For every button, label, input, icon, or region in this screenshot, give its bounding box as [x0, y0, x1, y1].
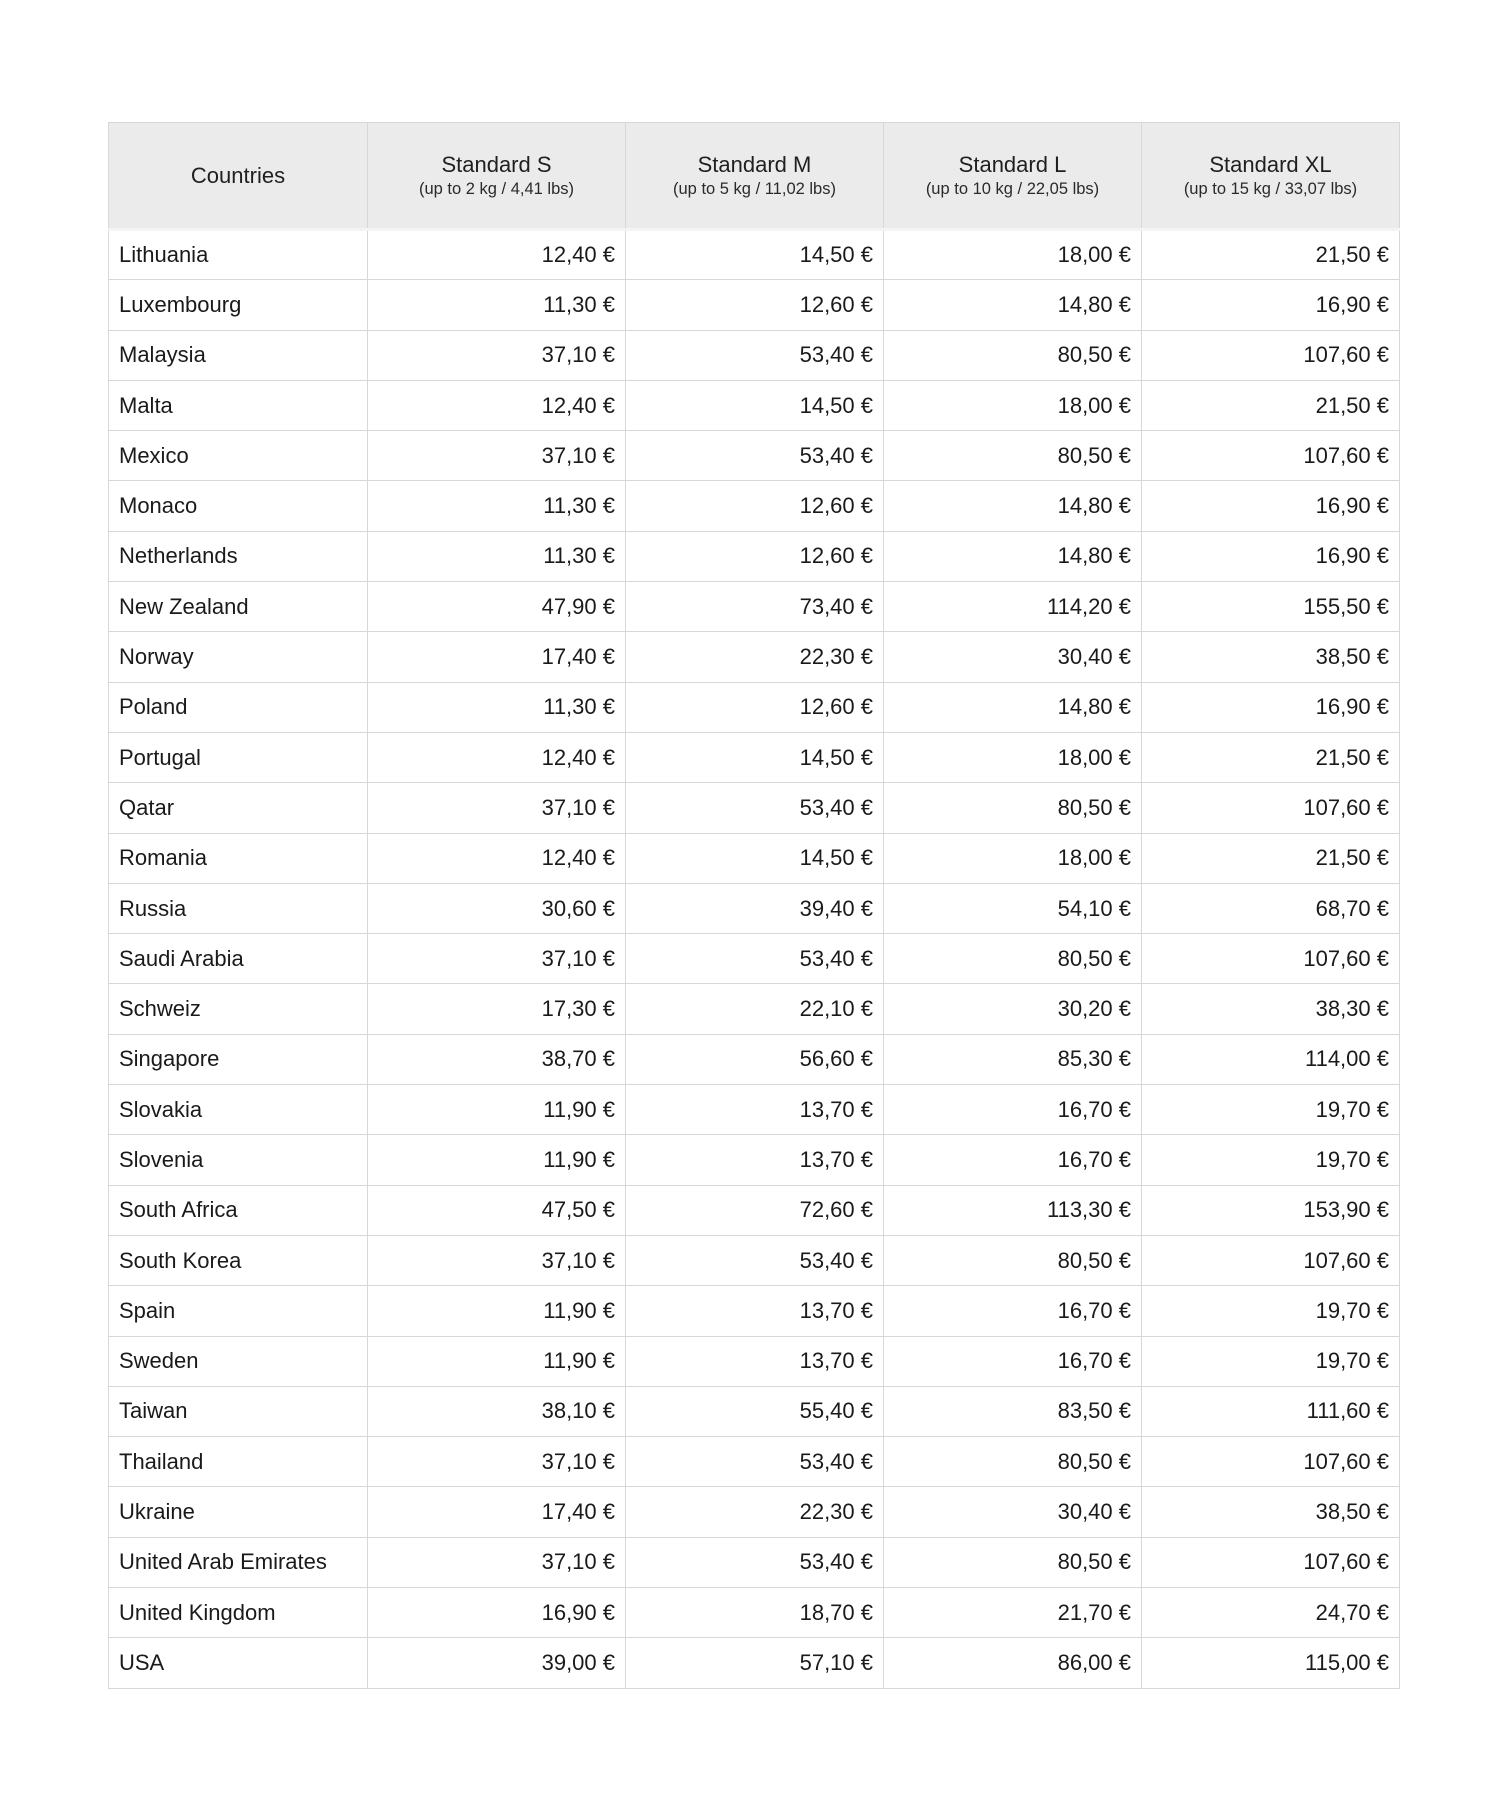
- table-row: [109, 330, 1400, 380]
- price-cell-standard-s: 30,60 €: [368, 883, 626, 933]
- price-cell-standard-s: 16,90 €: [368, 1588, 626, 1638]
- price-cell-standard-s: 11,90 €: [368, 1336, 626, 1386]
- price-cell-standard-s: 37,10 €: [368, 1235, 626, 1285]
- header-standard-s: [368, 123, 626, 230]
- price-cell-standard-s: 37,10 €: [368, 1437, 626, 1487]
- header-standard-m: [626, 123, 884, 230]
- header-standard-m-weight: (up to 5 kg / 11,02 lbs): [673, 179, 836, 198]
- table-row: [109, 1034, 1400, 1084]
- price-cell-standard-l: 18,00 €: [884, 833, 1142, 883]
- price-cell-standard-l: 80,50 €: [884, 1437, 1142, 1487]
- price-cell-standard-l: 16,70 €: [884, 1336, 1142, 1386]
- country-cell: New Zealand: [109, 582, 368, 632]
- price-cell-standard-s: 37,10 €: [368, 934, 626, 984]
- price-cell-standard-xl: 19,70 €: [1142, 1085, 1400, 1135]
- price-cell-standard-l: 16,70 €: [884, 1085, 1142, 1135]
- table-row: [109, 1336, 1400, 1386]
- header-standard-s-weight: (up to 2 kg / 4,41 lbs): [418, 179, 574, 198]
- price-cell-standard-s: 39,00 €: [368, 1638, 626, 1688]
- price-cell-standard-xl: 24,70 €: [1142, 1588, 1400, 1638]
- table-row: [109, 833, 1400, 883]
- header-standard-m-label: Standard M: [697, 151, 812, 177]
- price-cell-standard-xl: 107,60 €: [1142, 1437, 1400, 1487]
- price-cell-standard-xl: 19,70 €: [1142, 1286, 1400, 1336]
- table-row: [109, 1638, 1400, 1688]
- country-cell: Singapore: [109, 1034, 368, 1084]
- country-cell: Ukraine: [109, 1487, 368, 1537]
- price-cell-standard-s: 37,10 €: [368, 783, 626, 833]
- table-row: [109, 431, 1400, 481]
- header-countries-label: Countries: [190, 162, 286, 188]
- price-cell-standard-xl: 16,90 €: [1142, 280, 1400, 330]
- price-cell-standard-l: 80,50 €: [884, 1235, 1142, 1285]
- price-cell-standard-s: 12,40 €: [368, 230, 626, 280]
- country-cell: Mexico: [109, 431, 368, 481]
- price-cell-standard-xl: 16,90 €: [1142, 481, 1400, 531]
- price-cell-standard-xl: 21,50 €: [1142, 833, 1400, 883]
- price-cell-standard-s: 11,90 €: [368, 1286, 626, 1336]
- table-header: [109, 123, 1400, 230]
- price-cell-standard-l: 14,80 €: [884, 481, 1142, 531]
- country-cell: USA: [109, 1638, 368, 1688]
- price-cell-standard-xl: 19,70 €: [1142, 1135, 1400, 1185]
- price-cell-standard-s: 37,10 €: [368, 431, 626, 481]
- country-cell: Thailand: [109, 1437, 368, 1487]
- country-cell: Taiwan: [109, 1386, 368, 1436]
- price-cell-standard-m: 56,60 €: [626, 1034, 884, 1084]
- price-cell-standard-xl: 115,00 €: [1142, 1638, 1400, 1688]
- price-cell-standard-m: 22,10 €: [626, 984, 884, 1034]
- country-cell: Poland: [109, 682, 368, 732]
- header-standard-xl-label: Standard XL: [1209, 151, 1332, 177]
- country-cell: United Kingdom: [109, 1588, 368, 1638]
- price-cell-standard-m: 72,60 €: [626, 1185, 884, 1235]
- price-cell-standard-l: 30,40 €: [884, 1487, 1142, 1537]
- price-cell-standard-xl: 68,70 €: [1142, 883, 1400, 933]
- price-cell-standard-m: 13,70 €: [626, 1286, 884, 1336]
- price-cell-standard-xl: 107,60 €: [1142, 1235, 1400, 1285]
- country-cell: South Africa: [109, 1185, 368, 1235]
- country-cell: Portugal: [109, 732, 368, 782]
- header-standard-xl-weight: (up to 15 kg / 33,07 lbs): [1183, 179, 1358, 198]
- price-cell-standard-l: 80,50 €: [884, 934, 1142, 984]
- price-cell-standard-s: 37,10 €: [368, 1537, 626, 1587]
- header-standard-s-label: Standard S: [441, 151, 552, 177]
- price-cell-standard-m: 14,50 €: [626, 230, 884, 280]
- price-cell-standard-xl: 114,00 €: [1142, 1034, 1400, 1084]
- price-cell-standard-l: 114,20 €: [884, 582, 1142, 632]
- price-cell-standard-m: 57,10 €: [626, 1638, 884, 1688]
- price-cell-standard-s: 17,40 €: [368, 1487, 626, 1537]
- price-cell-standard-m: 13,70 €: [626, 1336, 884, 1386]
- table-row: [109, 1537, 1400, 1587]
- price-cell-standard-xl: 38,50 €: [1142, 632, 1400, 682]
- country-cell: South Korea: [109, 1235, 368, 1285]
- table-row: [109, 632, 1400, 682]
- price-cell-standard-s: 11,90 €: [368, 1085, 626, 1135]
- country-cell: Spain: [109, 1286, 368, 1336]
- table-row: [109, 1286, 1400, 1336]
- price-cell-standard-l: 18,00 €: [884, 380, 1142, 430]
- price-cell-standard-s: 17,30 €: [368, 984, 626, 1034]
- price-cell-standard-l: 30,20 €: [884, 984, 1142, 1034]
- table-row: [109, 280, 1400, 330]
- table-row: [109, 783, 1400, 833]
- price-cell-standard-xl: 153,90 €: [1142, 1185, 1400, 1235]
- price-cell-standard-xl: 107,60 €: [1142, 783, 1400, 833]
- price-cell-standard-m: 53,40 €: [626, 330, 884, 380]
- price-cell-standard-xl: 16,90 €: [1142, 682, 1400, 732]
- price-cell-standard-l: 21,70 €: [884, 1588, 1142, 1638]
- price-cell-standard-l: 30,40 €: [884, 632, 1142, 682]
- price-cell-standard-s: 38,10 €: [368, 1386, 626, 1436]
- table-row: [109, 1386, 1400, 1436]
- price-cell-standard-l: 86,00 €: [884, 1638, 1142, 1688]
- header-standard-l-weight: (up to 10 kg / 22,05 lbs): [925, 179, 1100, 198]
- table-row: [109, 230, 1400, 280]
- price-cell-standard-m: 53,40 €: [626, 783, 884, 833]
- country-cell: United Arab Emirates: [109, 1537, 368, 1587]
- price-cell-standard-l: 14,80 €: [884, 682, 1142, 732]
- price-cell-standard-l: 80,50 €: [884, 330, 1142, 380]
- price-cell-standard-xl: 38,50 €: [1142, 1487, 1400, 1537]
- price-cell-standard-m: 14,50 €: [626, 732, 884, 782]
- price-cell-standard-xl: 21,50 €: [1142, 732, 1400, 782]
- price-cell-standard-s: 11,90 €: [368, 1135, 626, 1185]
- price-cell-standard-xl: 107,60 €: [1142, 330, 1400, 380]
- table-row: [109, 1085, 1400, 1135]
- price-cell-standard-l: 16,70 €: [884, 1286, 1142, 1336]
- header-standard-l-label: Standard L: [958, 151, 1067, 177]
- price-cell-standard-xl: 155,50 €: [1142, 582, 1400, 632]
- shipping-rates-table: [108, 122, 1400, 1689]
- table-row: [109, 1185, 1400, 1235]
- shipping-rates-table-container: [108, 122, 1400, 1689]
- table-body: [109, 230, 1400, 1689]
- country-cell: Russia: [109, 883, 368, 933]
- header-standard-xl: [1142, 123, 1400, 230]
- price-cell-standard-s: 11,30 €: [368, 481, 626, 531]
- price-cell-standard-m: 53,40 €: [626, 934, 884, 984]
- header-standard-l: [884, 123, 1142, 230]
- price-cell-standard-s: 17,40 €: [368, 632, 626, 682]
- price-cell-standard-m: 73,40 €: [626, 582, 884, 632]
- price-cell-standard-l: 85,30 €: [884, 1034, 1142, 1084]
- price-cell-standard-m: 12,60 €: [626, 531, 884, 581]
- price-cell-standard-l: 80,50 €: [884, 783, 1142, 833]
- table-row: [109, 1487, 1400, 1537]
- price-cell-standard-s: 47,90 €: [368, 582, 626, 632]
- table-row: [109, 732, 1400, 782]
- price-cell-standard-m: 53,40 €: [626, 1235, 884, 1285]
- country-cell: Romania: [109, 833, 368, 883]
- table-row: [109, 531, 1400, 581]
- price-cell-standard-l: 14,80 €: [884, 531, 1142, 581]
- price-cell-standard-l: 14,80 €: [884, 280, 1142, 330]
- price-cell-standard-m: 22,30 €: [626, 1487, 884, 1537]
- price-cell-standard-m: 12,60 €: [626, 481, 884, 531]
- country-cell: Schweiz: [109, 984, 368, 1034]
- price-cell-standard-l: 80,50 €: [884, 431, 1142, 481]
- country-cell: Malta: [109, 380, 368, 430]
- price-cell-standard-s: 12,40 €: [368, 380, 626, 430]
- country-cell: Malaysia: [109, 330, 368, 380]
- table-row: [109, 380, 1400, 430]
- price-cell-standard-xl: 107,60 €: [1142, 1537, 1400, 1587]
- price-cell-standard-s: 38,70 €: [368, 1034, 626, 1084]
- price-cell-standard-m: 55,40 €: [626, 1386, 884, 1436]
- price-cell-standard-m: 53,40 €: [626, 1537, 884, 1587]
- country-cell: Monaco: [109, 481, 368, 531]
- country-cell: Norway: [109, 632, 368, 682]
- price-cell-standard-m: 12,60 €: [626, 280, 884, 330]
- price-cell-standard-l: 80,50 €: [884, 1537, 1142, 1587]
- table-row: [109, 1235, 1400, 1285]
- price-cell-standard-m: 53,40 €: [626, 431, 884, 481]
- price-cell-standard-l: 83,50 €: [884, 1386, 1142, 1436]
- country-cell: Slovenia: [109, 1135, 368, 1185]
- price-cell-standard-xl: 107,60 €: [1142, 934, 1400, 984]
- price-cell-standard-m: 12,60 €: [626, 682, 884, 732]
- price-cell-standard-m: 53,40 €: [626, 1437, 884, 1487]
- country-cell: Lithuania: [109, 230, 368, 280]
- price-cell-standard-l: 16,70 €: [884, 1135, 1142, 1185]
- price-cell-standard-m: 14,50 €: [626, 380, 884, 430]
- table-row: [109, 934, 1400, 984]
- price-cell-standard-s: 11,30 €: [368, 682, 626, 732]
- price-cell-standard-m: 22,30 €: [626, 632, 884, 682]
- country-cell: Netherlands: [109, 531, 368, 581]
- price-cell-standard-l: 113,30 €: [884, 1185, 1142, 1235]
- price-cell-standard-xl: 107,60 €: [1142, 431, 1400, 481]
- header-row: [109, 123, 1400, 230]
- header-countries: [109, 123, 368, 230]
- price-cell-standard-l: 18,00 €: [884, 732, 1142, 782]
- price-cell-standard-xl: 38,30 €: [1142, 984, 1400, 1034]
- price-cell-standard-xl: 16,90 €: [1142, 531, 1400, 581]
- price-cell-standard-xl: 19,70 €: [1142, 1336, 1400, 1386]
- table-row: [109, 1135, 1400, 1185]
- price-cell-standard-m: 13,70 €: [626, 1085, 884, 1135]
- table-row: [109, 1437, 1400, 1487]
- price-cell-standard-s: 37,10 €: [368, 330, 626, 380]
- price-cell-standard-s: 11,30 €: [368, 280, 626, 330]
- price-cell-standard-s: 12,40 €: [368, 833, 626, 883]
- price-cell-standard-xl: 21,50 €: [1142, 380, 1400, 430]
- price-cell-standard-m: 39,40 €: [626, 883, 884, 933]
- price-cell-standard-s: 12,40 €: [368, 732, 626, 782]
- country-cell: Slovakia: [109, 1085, 368, 1135]
- price-cell-standard-xl: 21,50 €: [1142, 230, 1400, 280]
- price-cell-standard-l: 54,10 €: [884, 883, 1142, 933]
- table-row: [109, 1588, 1400, 1638]
- price-cell-standard-s: 11,30 €: [368, 531, 626, 581]
- price-cell-standard-m: 14,50 €: [626, 833, 884, 883]
- table-row: [109, 984, 1400, 1034]
- table-row: [109, 883, 1400, 933]
- table-row: [109, 682, 1400, 732]
- price-cell-standard-m: 13,70 €: [626, 1135, 884, 1185]
- price-cell-standard-m: 18,70 €: [626, 1588, 884, 1638]
- price-cell-standard-xl: 111,60 €: [1142, 1386, 1400, 1436]
- country-cell: Qatar: [109, 783, 368, 833]
- table-row: [109, 481, 1400, 531]
- table-row: [109, 582, 1400, 632]
- country-cell: Sweden: [109, 1336, 368, 1386]
- price-cell-standard-l: 18,00 €: [884, 230, 1142, 280]
- country-cell: Saudi Arabia: [109, 934, 368, 984]
- country-cell: Luxembourg: [109, 280, 368, 330]
- price-cell-standard-s: 47,50 €: [368, 1185, 626, 1235]
